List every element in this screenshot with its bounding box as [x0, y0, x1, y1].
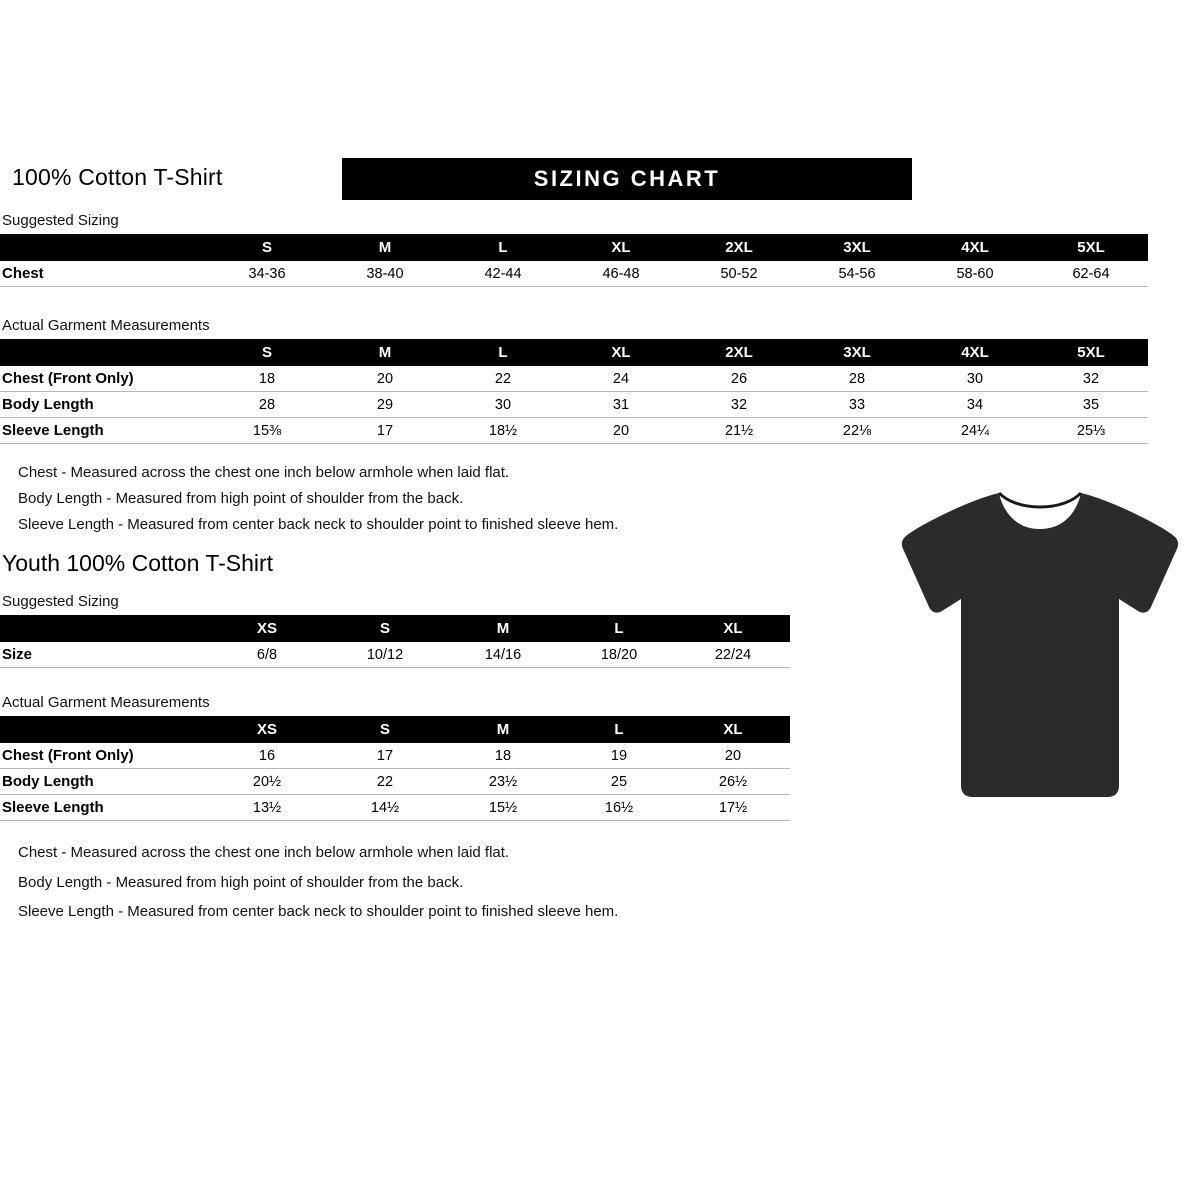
cell: 6/8: [208, 642, 326, 668]
cell: 18/20: [562, 642, 676, 668]
cell: 30: [916, 366, 1034, 392]
cell: 34: [916, 392, 1034, 418]
row-label: Sleeve Length: [0, 418, 208, 444]
cell: 23½: [444, 769, 562, 795]
row-label: Sleeve Length: [0, 795, 208, 821]
cell: 18: [444, 743, 562, 769]
youth-title: Youth 100% Cotton T-Shirt: [2, 550, 274, 576]
col-head: XS: [208, 716, 326, 743]
adult-note-sleeve-length: Sleeve Length - Measured from center back neck to shoulder point to finished sleeve hem.: [18, 516, 619, 533]
youth-actual-label: Actual Garment Measurements: [2, 694, 210, 711]
cell: 22/24: [676, 642, 790, 668]
cell: 16½: [562, 795, 676, 821]
col-head: [0, 615, 208, 642]
cell: 28: [798, 366, 916, 392]
table-row: [0, 642, 790, 668]
cell: 17: [326, 418, 444, 444]
col-head: 2XL: [680, 234, 798, 261]
col-head: L: [562, 615, 676, 642]
cell: 54-56: [798, 261, 916, 287]
cell: 15½: [444, 795, 562, 821]
cell: 32: [1034, 366, 1148, 392]
table-row: [0, 392, 1148, 418]
adult-actual-table: [0, 339, 1148, 444]
col-head: L: [562, 716, 676, 743]
cell: 18: [208, 366, 326, 392]
youth-note-body-length: Body Length - Measured from high point of shoulder from the back.: [18, 874, 464, 891]
youth-note-sleeve-length: Sleeve Length - Measured from center back neck to shoulder point to finished sleeve hem.: [18, 903, 619, 920]
cell: 58-60: [916, 261, 1034, 287]
col-head: XL: [562, 234, 680, 261]
col-head: M: [444, 615, 562, 642]
table-header-row: [0, 615, 790, 642]
col-head: [0, 234, 208, 261]
cell: 50-52: [680, 261, 798, 287]
row-label: Body Length: [0, 769, 208, 795]
col-head: XS: [208, 615, 326, 642]
col-head: M: [444, 716, 562, 743]
cell: 20: [562, 418, 680, 444]
table-header-row: [0, 234, 1148, 261]
t-shirt-icon: [895, 485, 1185, 815]
cell: 18½: [444, 418, 562, 444]
youth-suggested-table: [0, 615, 790, 668]
cell: 16: [208, 743, 326, 769]
cell: 26: [680, 366, 798, 392]
adult-note-body-length: Body Length - Measured from high point of shoulder from the back.: [18, 490, 464, 507]
table-row: [0, 418, 1148, 444]
cell: 62-64: [1034, 261, 1148, 287]
youth-actual-table: [0, 716, 790, 821]
col-head: [0, 339, 208, 366]
table-row: [0, 261, 1148, 287]
cell: 20: [326, 366, 444, 392]
col-head: 5XL: [1034, 234, 1148, 261]
row-label: Size: [0, 642, 208, 668]
cell: 22: [444, 366, 562, 392]
adult-suggested-table: [0, 234, 1148, 287]
adult-suggested-label: Suggested Sizing: [2, 212, 119, 229]
cell: 35: [1034, 392, 1148, 418]
col-head: XL: [676, 615, 790, 642]
cell: 17½: [676, 795, 790, 821]
col-head: [0, 716, 208, 743]
page-title: 100% Cotton T-Shirt: [12, 164, 223, 190]
cell: 14/16: [444, 642, 562, 668]
cell: 10/12: [326, 642, 444, 668]
cell: 26½: [676, 769, 790, 795]
youth-suggested-label: Suggested Sizing: [2, 593, 119, 610]
sizing-chart-banner: [342, 158, 912, 200]
col-head: 2XL: [680, 339, 798, 366]
cell: 28: [208, 392, 326, 418]
cell: 32: [680, 392, 798, 418]
col-head: S: [208, 339, 326, 366]
cell: 22⅛: [798, 418, 916, 444]
cell: 33: [798, 392, 916, 418]
row-label: Chest (Front Only): [0, 366, 208, 392]
sizing-chart-banner-label: SIZING CHART: [533, 166, 721, 191]
cell: 24: [562, 366, 680, 392]
cell: 19: [562, 743, 676, 769]
col-head: S: [326, 716, 444, 743]
table-row: [0, 366, 1148, 392]
table-header-row: [0, 339, 1148, 366]
cell: 14½: [326, 795, 444, 821]
cell: 21½: [680, 418, 798, 444]
col-head: XL: [676, 716, 790, 743]
cell: 20½: [208, 769, 326, 795]
cell: 31: [562, 392, 680, 418]
cell: 34-36: [208, 261, 326, 287]
cell: 25: [562, 769, 676, 795]
cell: 38-40: [326, 261, 444, 287]
table-row: [0, 795, 790, 821]
header: [12, 160, 902, 200]
col-head: L: [444, 339, 562, 366]
col-head: S: [326, 615, 444, 642]
cell: 15⅜: [208, 418, 326, 444]
col-head: M: [326, 234, 444, 261]
cell: 13½: [208, 795, 326, 821]
adult-actual-label: Actual Garment Measurements: [2, 317, 210, 334]
col-head: 3XL: [798, 339, 916, 366]
col-head: 5XL: [1034, 339, 1148, 366]
table-row: [0, 743, 790, 769]
col-head: XL: [562, 339, 680, 366]
row-label: Chest (Front Only): [0, 743, 208, 769]
cell: 20: [676, 743, 790, 769]
row-label: Body Length: [0, 392, 208, 418]
cell: 30: [444, 392, 562, 418]
youth-note-chest: Chest - Measured across the chest one inch below armhole when laid flat.: [18, 844, 510, 861]
cell: 42-44: [444, 261, 562, 287]
row-label: Chest: [0, 261, 208, 287]
table-header-row: [0, 716, 790, 743]
col-head: 3XL: [798, 234, 916, 261]
col-head: M: [326, 339, 444, 366]
cell: 24¼: [916, 418, 1034, 444]
col-head: 4XL: [916, 339, 1034, 366]
cell: 29: [326, 392, 444, 418]
col-head: 4XL: [916, 234, 1034, 261]
cell: 25⅓: [1034, 418, 1148, 444]
t-shirt-illustration: [895, 485, 1185, 815]
adult-note-chest: Chest - Measured across the chest one inch below armhole when laid flat.: [18, 464, 510, 481]
col-head: S: [208, 234, 326, 261]
table-row: [0, 769, 790, 795]
col-head: L: [444, 234, 562, 261]
cell: 22: [326, 769, 444, 795]
cell: 46-48: [562, 261, 680, 287]
cell: 17: [326, 743, 444, 769]
